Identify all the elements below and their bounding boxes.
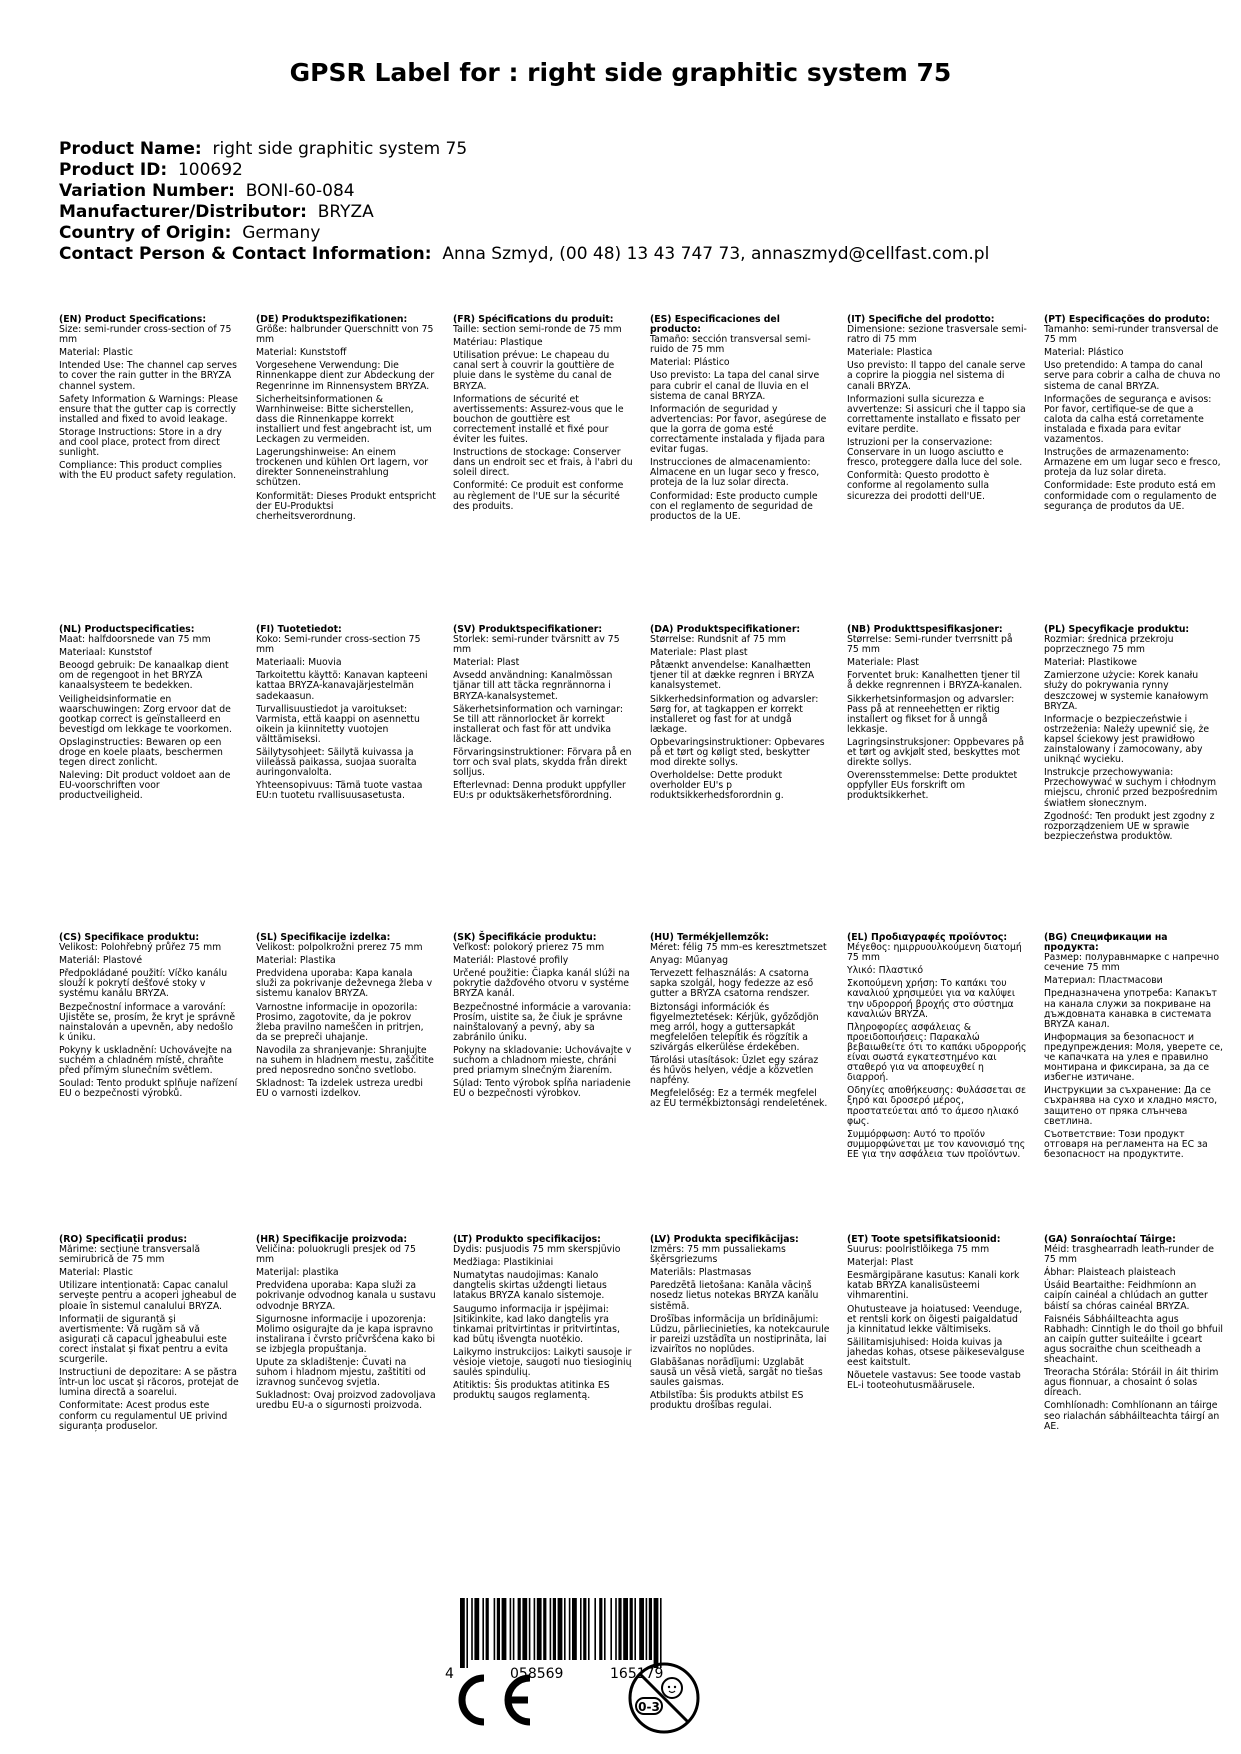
spec-paragraph: Navodila za shranjevanje: Shranjujte na suhem in hladnem mestu, zaščitite pred neposredno sončno svetlobo. xyxy=(256,1044,434,1077)
spec-cell xyxy=(59,1235,239,1435)
barcode-bar xyxy=(623,1598,628,1660)
spec-paragraph: Utilizare intenționată: Capac canalul servește pentru a acoperi jgheabul de ploaie în sistemul canalului BRYZA. xyxy=(59,1280,237,1312)
spec-paragraph: Atitiktis: Šis produktas atitinka ES produktų saugos reglamentą. xyxy=(453,1380,610,1402)
spec-cell xyxy=(1044,315,1224,515)
spec-heading: (LV) Produkta specifikācijas: xyxy=(650,1234,799,1245)
spec-cell xyxy=(59,315,239,484)
spec-paragraph: Ohutusteave ja hoiatused: Veenduge, et rentsli kork on õigesti paigaldatud ja kinnitatud lekke vältimiseks. xyxy=(847,1303,1023,1335)
spec-cell xyxy=(453,1235,633,1404)
barcode-bar xyxy=(513,1598,515,1660)
spec-cell xyxy=(256,315,436,525)
info-row xyxy=(59,202,1209,223)
spec-paragraph: Materiāls: Plastmasas xyxy=(650,1267,752,1279)
barcode-bar xyxy=(471,1598,473,1660)
spec-cell xyxy=(453,625,633,805)
spec-paragraph: Bezpečnostní informace a varování: Ujistěte se, prosím, že kryt je správně nainstalován a upevněn, aby nedošlo k úniku. xyxy=(59,1001,236,1043)
barcode-bar xyxy=(599,1598,602,1660)
spec-heading: (HR) Specifikacije proizvoda: xyxy=(256,1234,408,1245)
spec-cell xyxy=(453,315,633,515)
spec-paragraph: Megfelelőség: Ez a termék megfelel az EU termékbiztonsági rendeletének. xyxy=(650,1088,828,1110)
spec-paragraph: Uso previsto: Il tappo del canale serve a coprire la pioggia nel sistema di canali BRYZA. xyxy=(847,360,1026,392)
spec-heading: (NL) Productspecificaties: xyxy=(59,624,195,635)
spec-paragraph: Atbilstība: Šis produkts atbilst ES produktu drošības regulai. xyxy=(650,1390,804,1412)
spec-cell xyxy=(847,1235,1027,1394)
barcode-bar xyxy=(649,1598,652,1660)
barcode-bar xyxy=(583,1598,586,1660)
spec-paragraph: Predviđena uporaba: Kapa služi za pokrivanje odvodnog kanala u sustavu odvodnje BRYZA. xyxy=(256,1280,436,1312)
spec-heading: (FR) Spécifications du produit: xyxy=(453,314,614,325)
spec-paragraph: Naleving: Dit product voldoet aan de EU-voorschriften voor productveiligheid. xyxy=(59,770,231,802)
spec-cell xyxy=(650,933,830,1113)
spec-paragraph: Informații de siguranță și avertismente: Vă rugăm să vă asigurați că capacul jgheabului este corect instalat și fixat pentru a evita scurgerile. xyxy=(59,1313,229,1366)
info-row xyxy=(59,160,1209,181)
spec-paragraph: Vorgesehene Verwendung: Die Rinnenkappe dient zur Abdeckung der Regenrinne im Rinnensystem BRYZA. xyxy=(256,360,435,392)
spec-paragraph: Información de seguridad y advertencias: Por favor, asegúrese de que la gorra de goma esté correctamente instalada y fijada para evitar fugas. xyxy=(650,403,827,456)
barcode-bar xyxy=(510,1598,512,1660)
spec-paragraph: Informacje o bezpieczeństwie i ostrzeżenia: Należy upewnić się, że kapsel ściekowy jest prawidłowo zainstalowany i zamocowany, aby uniknąć wycieku. xyxy=(1044,713,1210,766)
info-label: Country of Origin: xyxy=(59,223,232,243)
spec-paragraph: Izmērs: 75 mm pussaliekams šķērsgriezums xyxy=(650,1244,786,1266)
spec-paragraph: Sukladnost: Ovaj proizvod zadovoljava uredbu EU-a o sigurnosti proizvoda. xyxy=(256,1390,436,1412)
spec-paragraph: Opbevaringsinstruktioner: Opbevares på et tørt og køligt sted, beskytter mod direkte sollys. xyxy=(650,736,825,769)
barcode-bar xyxy=(529,1598,531,1660)
spec-paragraph: Koko: Semi-runder cross-section 75 mm xyxy=(256,634,421,656)
spec-paragraph: Dydis: pusjuodis 75 mm skerspjūvio xyxy=(453,1244,621,1256)
spec-paragraph: Comhlíonadh: Comhlíonann an táirge seo rialachán sábháilteachta táirgí an AE. xyxy=(1044,1400,1220,1432)
barcode-bar xyxy=(502,1598,507,1660)
spec-paragraph: Biztonsági információk és figyelmeztetések: Kérjük, győződjön meg arról, hogy a guttersapkát megfelelően telepítik és rögzítik a szivárgás elkerülése érdekében. xyxy=(650,1001,819,1053)
spec-paragraph: Paredzētā lietošana: Kanāla vāciņš nosedz lietus notekas BRYZA kanālu sistēmā. xyxy=(650,1280,819,1312)
spec-paragraph: Συμμόρφωση: Αυτό το προϊόν συμμορφώνεται με τον κανονισμό της ΕΕ για την ασφάλεια των προϊόντων. xyxy=(847,1128,1026,1160)
spec-paragraph: Bezpečnostné informácie a varovania: Prosím, uistite sa, že čiuk je správne nainštalovaný a pevný, aby sa zabránilo úniku. xyxy=(453,1001,632,1043)
spec-heading: (LT) Produkto specifikacijos: xyxy=(453,1234,601,1245)
spec-paragraph: Съответствие: Този продукт отговаря на регламента на ЕС за безопасност на продуктите. xyxy=(1044,1128,1208,1160)
spec-heading: (FI) Tuotetiedot: xyxy=(256,624,342,635)
spec-paragraph: Méid: trasghearradh leath-runder de 75 mm xyxy=(1044,1244,1214,1266)
barcode-bar xyxy=(588,1598,590,1660)
spec-paragraph: Οδηγίες αποθήκευσης: Φυλάσσεται σε ξηρό και δροσερό μέρος, προστατεύεται από το άμεσο ηλιακό φως. xyxy=(847,1085,1027,1127)
spec-paragraph: Glabāšanas norādījumi: Uzglabāt sausā un vēsā vietā, sargāt no tiešas saules gaismas. xyxy=(650,1357,823,1389)
spec-paragraph: Conformidade: Este produto está em conformidade com o regulamento de segurança de produtos da UE. xyxy=(1044,480,1217,512)
spec-paragraph: Úsáid Beartaithe: Feidhmíonn an caipín cainéal a chlúdach an gutter báistí sa chóras cainéal BRYZA. xyxy=(1044,1280,1208,1312)
spec-paragraph: Størrelse: Semi-runder tverrsnitt på 75 mm xyxy=(847,634,1013,656)
barcode-bar xyxy=(537,1598,542,1660)
spec-heading: (PL) Specyfikacje produktu: xyxy=(1044,624,1190,635)
spec-paragraph: Treoracha Stórála: Stóráil in áit thirim agus fionnuar, a chosaint ó solas díreach. xyxy=(1044,1367,1219,1399)
info-value: Anna Szmyd, (00 48) 13 43 747 73, annaszmyd@cellfast.com.pl xyxy=(442,244,990,264)
spec-paragraph: Veiligheidsinformatie en waarschuwingen: Zorg ervoor dat de gootkap correct is geïnstalleerd en bevestigd om lekkage te voorkomen. xyxy=(59,693,232,735)
spec-paragraph: Material: Plast xyxy=(453,657,520,669)
spec-paragraph: Drošības informācija un brīdinājumi: Lūdzu, pārliecinieties, ka notekcaurule ir pareizi uzstādīta un nostiprināta, lai izvairītos no noplūdes. xyxy=(650,1313,830,1355)
spec-paragraph: Skladnost: Ta izdelek ustreza uredbi EU o varnosti izdelkov. xyxy=(256,1078,424,1100)
spec-cell xyxy=(650,1235,830,1415)
barcode-bar xyxy=(646,1598,648,1660)
spec-paragraph: Materiale: Plast plast xyxy=(650,647,748,659)
info-row xyxy=(59,223,1209,244)
spec-paragraph: Påtænkt anvendelse: Kanalhætten tjener til at dække regnren i BRYZA kanalsystemet. xyxy=(650,660,815,692)
spec-paragraph: Turvallisuustiedot ja varoitukset: Varmista, että kaappi on asennettu oikein ja kiinnitetty vuotojen välttämiseksi. xyxy=(256,703,420,745)
spec-paragraph: Conformidad: Este producto cumple con el reglamento de seguridad de productos de la UE. xyxy=(650,490,818,522)
spec-paragraph: Mărime: secțiune transversală semirubrică de 75 mm xyxy=(59,1244,201,1266)
spec-cell xyxy=(650,315,830,525)
spec-paragraph: Overensstemmelse: Dette produktet oppfyller EUs forskrift om produktsikkerhet. xyxy=(847,770,1018,802)
spec-paragraph: Efterlevnad: Denna produkt uppfyller EU:s pr oduktsäkerhetsförordning. xyxy=(453,780,626,802)
product-info xyxy=(59,139,1209,265)
spec-paragraph: Material: Plastic xyxy=(59,347,133,359)
spec-paragraph: Zamierzone użycie: Korek kanału służy do pokrywania rynny deszczowej w systemie kanałowym BRYZA. xyxy=(1044,670,1209,712)
info-label: Variation Number: xyxy=(59,181,235,201)
spec-paragraph: Materiaal: Kunststof xyxy=(59,647,152,659)
spec-paragraph: Saugumo informacija ir įspėjimai: Įsitikinkite, kad lako dangtelis yra tinkamai pritvirtintas ir pritvirtintas, kad būtų išvengta nuotėkio. xyxy=(453,1303,620,1345)
spec-paragraph: Инструкции за съхранение: Да се съхранява на сухо и хладно място, защитено от пряка слънчева светлина. xyxy=(1044,1085,1218,1127)
barcode-bar xyxy=(482,1598,484,1660)
info-row xyxy=(59,139,1209,160)
spec-paragraph: Materiál: Plastové xyxy=(59,955,143,967)
info-label: Manufacturer/Distributor: xyxy=(59,202,307,222)
spec-paragraph: Предназначена употреба: Капакът на канала служи за покриване на дъждовната канавка в системата BRYZA канал. xyxy=(1044,988,1217,1030)
spec-paragraph: Předpokládané použití: Víčko kanálu slouží k pokrytí dešťové stoky v systému kanálu BRYZA. xyxy=(59,968,228,1000)
spec-heading: (EL) Προδιαγραφές προϊόντος: xyxy=(847,932,1008,943)
spec-paragraph: Avsedd användning: Kanalmössan tjänar till att täcka regnrännorna i BRYZA-kanalsystemet. xyxy=(453,670,613,702)
spec-paragraph: Förvaringsinstruktioner: Förvara på en torr och sval plats, skydda från direkt solljus. xyxy=(453,747,632,779)
spec-paragraph: Lagerungshinweise: An einem trockenen und kühlen Ort lagern, vor direkter Sonneneinstrahlung schützen. xyxy=(256,447,429,489)
spec-heading: (DE) Produktspezifikationen: xyxy=(256,314,408,325)
spec-paragraph: Информация за безопасност и предупреждения: Моля, уверете се, че капачката на улея е правилно монтирана и фиксирана, за да се избегне изтичане. xyxy=(1044,1031,1224,1084)
spec-paragraph: Medžiaga: Plastikiniai xyxy=(453,1257,554,1269)
spec-paragraph: Material: Plastic xyxy=(59,1267,133,1279)
spec-paragraph: Pokyny k uskladnění: Uchovávejte na suchém a chladném místě, chraňte před přímým slunečním světlem. xyxy=(59,1044,233,1077)
spec-paragraph: Tervezett felhasználás: A csatorna sapka szolgál, hogy fedezze az eső gutter a BRYZA csatorna rendszer. xyxy=(650,968,814,1000)
spec-paragraph: Material: Plastika xyxy=(256,955,336,967)
barcode-bar xyxy=(466,1598,468,1668)
spec-paragraph: Numatytas naudojimas: Kanalo dangtelis skirtas uždengti lietaus latakus BRYZA kanalo sistemoje. xyxy=(453,1270,607,1302)
spec-paragraph: Instructions de stockage: Conserver dans un endroit sec et frais, à l'abri du soleil direct. xyxy=(453,447,633,479)
spec-paragraph: Opslaginstructies: Bewaren op een droge en koele plaats, beschermen tegen direct zonlicht. xyxy=(59,736,223,769)
spec-paragraph: Upute za skladištenje: Čuvati na suhom i hladnom mjestu, zaštititi od izravnog sunčevog svjetla. xyxy=(256,1357,426,1389)
spec-paragraph: Conformité: Ce produit est conforme au règlement de l'UE sur la sécurité des produits. xyxy=(453,480,624,512)
spec-paragraph: Instrukcje przechowywania: Przechowywać w suchym i chłodnym miejscu, chronić przed bezpośrednim światłem słonecznym. xyxy=(1044,767,1218,809)
spec-cell xyxy=(1044,933,1224,1163)
spec-cell xyxy=(650,625,830,805)
spec-paragraph: Velikost: Polohřebný průřez 75 mm xyxy=(59,942,222,954)
spec-paragraph: Размер: полуравнмарке с напречно сечение 75 mm xyxy=(1044,952,1220,974)
spec-paragraph: Tarkoitettu käyttö: Kanavan kapteeni kattaa BRYZA-kanavajärjestelmän sadekaasun. xyxy=(256,670,428,702)
barcode-bar xyxy=(604,1598,606,1660)
spec-paragraph: Safety Information & Warnings: Please ensure that the gutter cap is correctly installed and fixed to avoid leakage. xyxy=(59,393,238,425)
barcode-bar xyxy=(518,1598,521,1660)
spec-paragraph: Nõuetele vastavus: See toode vastab EL-i tooteohutusmäärusele. xyxy=(847,1370,1021,1392)
barcode-bars xyxy=(460,1598,662,1668)
spec-paragraph: Predvidena uporaba: Kapa kanala služi za pokrivanje deževnega žleba v sistemu kanalov BRYZA. xyxy=(256,968,433,1000)
barcode-bar xyxy=(522,1598,527,1660)
spec-paragraph: Veľkosť: polokorý prierez 75 mm xyxy=(453,942,605,954)
spec-paragraph: Velikost: polpolkrožni prerez 75 mm xyxy=(256,942,423,954)
barcode-bar xyxy=(497,1598,500,1660)
spec-heading: (BG) Спецификации на продукта: xyxy=(1044,932,1168,954)
spec-paragraph: Suurus: poolristlõikega 75 mm xyxy=(847,1244,990,1256)
ce-mark-icon xyxy=(454,1670,536,1730)
info-value: 100692 xyxy=(177,160,243,180)
spec-heading: (SL) Specifikacije izdelka: xyxy=(256,932,391,943)
spec-cell xyxy=(847,933,1027,1163)
spec-paragraph: Faisnéis Sábháilteachta agus Rabhadh: Cinntigh le do thoil go bhfuil an caipín gutter suiteáilte i gceart agus socraithe chun sceitheadh a sheachaint. xyxy=(1044,1313,1223,1366)
spec-cell xyxy=(59,625,239,805)
barcode-bar xyxy=(474,1598,479,1660)
spec-paragraph: Matériau: Plastique xyxy=(453,337,543,349)
spec-paragraph: Conformità: Questo prodotto è conforme al regolamento sulla sicurezza dei prodotti dell'UE. xyxy=(847,470,990,502)
info-row xyxy=(59,244,1209,265)
spec-paragraph: Material: Plástico xyxy=(1044,347,1124,359)
spec-heading: (PT) Especificações do produto: xyxy=(1044,314,1210,325)
spec-paragraph: Yhteensopivuus: Tämä tuote vastaa EU:n tuotetu rvallisuusasetusta. xyxy=(256,780,423,802)
spec-paragraph: Informazioni sulla sicurezza e avvertenze: Si assicuri che il tappo sia correttamente installato e fissato per evitare perdite. xyxy=(847,393,1026,435)
spec-heading: (GA) Sonraíochtaí Táirge: xyxy=(1044,1234,1176,1245)
info-value: BONI-60-084 xyxy=(245,181,355,201)
spec-paragraph: Instrucțiuni de depozitare: A se păstra într-un loc uscat și răcoros, protejat de lumina directă a soarelui. xyxy=(59,1367,239,1399)
spec-paragraph: Anyag: Műanyag xyxy=(650,955,729,967)
spec-paragraph: Veličina: poluokrugli presjek od 75 mm xyxy=(256,1244,416,1266)
spec-paragraph: Materiál: Plastové profily xyxy=(453,955,569,967)
barcode-bar xyxy=(572,1598,577,1660)
page-title: GPSR Label for : right side graphitic system 75 xyxy=(289,58,952,87)
spec-heading: (IT) Specifiche del prodotto: xyxy=(847,314,995,325)
spec-cell xyxy=(1044,625,1224,845)
info-label: Product Name: xyxy=(59,139,202,159)
spec-cell xyxy=(847,315,1027,505)
spec-paragraph: Size: semi-runder cross-section of 75 mm xyxy=(59,324,232,346)
spec-cell xyxy=(256,933,436,1102)
barcode-bar xyxy=(630,1598,633,1660)
spec-paragraph: Zgodność: Ten produkt jest zgodny z rozporządzeniem UE w sprawie bezpieczeństwa produktów. xyxy=(1044,810,1215,842)
spec-paragraph: Storlek: semi-runder tvärsnitt av 75 mm xyxy=(453,634,620,656)
spec-paragraph: Sigurnosne informacije i upozorenja: Molimo osigurajte da je kapa ispravno instalirana i čvrsto pričvršćena kako bi se izbjegla propuštanja. xyxy=(256,1313,436,1355)
spec-paragraph: Instruções de armazenamento: Armazene em um lugar seco e fresco, proteja da luz solar direta. xyxy=(1044,447,1221,479)
spec-paragraph: Informations de sécurité et avertissements: Assurez-vous que le bouchon de gouttière est correctement installé et fixé pour éviter les fuites. xyxy=(453,393,624,446)
barcode-bar xyxy=(460,1598,465,1668)
spec-paragraph: Dimensione: sezione trasversale semi-ratro di 75 mm xyxy=(847,324,1027,346)
spec-paragraph: Súlad: Tento výrobok spĺňa nariadenie EÚ o bezpečnosti výrobkov. xyxy=(453,1078,631,1100)
spec-cell xyxy=(256,1235,436,1415)
spec-paragraph: Soulad: Tento produkt splňuje nařízení EU o bezpečnosti výrobků. xyxy=(59,1078,238,1100)
spec-paragraph: Beoogd gebruik: De kanaalkap dient om de regengoot in het BRYZA kanaalsysteem te bedekken. xyxy=(59,660,229,692)
spec-heading: (EN) Product Specifications: xyxy=(59,314,207,325)
spec-paragraph: Materijal: plastika xyxy=(256,1267,339,1279)
spec-heading: (SV) Produktspecifikationer: xyxy=(453,624,603,635)
spec-paragraph: Säilytysohjeet: Säilytä kuivassa ja viileässä paikassa, suojaa suoralta auringonvalolta. xyxy=(256,747,417,779)
spec-paragraph: Материал: Пластмасови xyxy=(1044,975,1163,987)
spec-paragraph: Größe: halbrunder Querschnitt von 75 mm xyxy=(256,324,434,346)
spec-paragraph: Materiaali: Muovia xyxy=(256,657,342,669)
barcode-bar xyxy=(615,1598,617,1660)
spec-paragraph: Méret: félig 75 mm-es keresztmetszet xyxy=(650,942,827,954)
spec-heading: (ES) Especificaciones del producto: xyxy=(650,314,780,336)
info-row xyxy=(59,181,1209,202)
spec-paragraph: Pokyny na skladovanie: Uchovávajte v suchom a chladnom mieste, chráni pred priamym slnečným žiarením. xyxy=(453,1044,632,1077)
spec-paragraph: Sicherheitsinformationen & Warnhinweise: Bitte sicherstellen, dass die Rinnenkappe korrekt installiert und fest angebracht ist, um Leckagen zu vermeiden. xyxy=(256,393,432,446)
spec-paragraph: Størrelse: Rundsnit af 75 mm xyxy=(650,634,786,646)
age-warning-0-3-icon xyxy=(626,1660,702,1736)
barcode-group-1: 058569 xyxy=(510,1666,564,1682)
barcode-bar xyxy=(494,1598,496,1660)
spec-paragraph: Taille: section semi-ronde de 75 mm xyxy=(453,324,622,336)
barcode-group-2: 165179 xyxy=(610,1666,664,1682)
spec-paragraph: Storage Instructions: Store in a dry and cool place, protect from direct sunlight. xyxy=(59,426,222,459)
info-value: Germany xyxy=(242,223,321,243)
spec-paragraph: Sikkerhetsinformasjon og advarsler: Pass på at renneehetten er riktig installert og fikset for å unngå lekkasje. xyxy=(847,693,1015,735)
spec-heading: (NB) Produkttspesifikasjoner: xyxy=(847,624,1003,635)
spec-paragraph: Informações de segurança e avisos: Por favor, certifique-se de que a calota da calha está corretamente instalada e fixada para evitar vazamentos. xyxy=(1044,393,1212,446)
svg-text:0-3: 0-3 xyxy=(638,1700,660,1714)
barcode-bar xyxy=(534,1598,536,1660)
spec-heading: (DA) Produktspecifikationer: xyxy=(650,624,801,635)
spec-paragraph: Uso pretendido: A tampa do canal serve para cobrir a calha de chuva no sistema de canal BRYZA. xyxy=(1044,360,1221,392)
barcode-bar xyxy=(634,1598,636,1660)
info-label: Contact Person & Contact Information: xyxy=(59,244,432,264)
barcode-bar xyxy=(594,1598,596,1660)
spec-paragraph: Materiale: Plast xyxy=(847,657,919,669)
spec-paragraph: Maat: halfdoorsnede van 75 mm xyxy=(59,634,211,646)
barcode-bar xyxy=(543,1598,546,1660)
spec-paragraph: Ábhar: Plaisteach plaisteach xyxy=(1044,1267,1176,1279)
spec-heading: (CS) Specifikace produktu: xyxy=(59,932,200,943)
spec-paragraph: Tamaño: sección transversal semi-ruido de 75 mm xyxy=(650,334,811,356)
spec-paragraph: Material: Kunststoff xyxy=(256,347,347,359)
barcode-bar xyxy=(569,1598,571,1660)
spec-cell xyxy=(453,933,633,1102)
spec-heading: (SK) Špecifikácie produktu: xyxy=(453,932,597,943)
spec-heading: (HU) Termékjellemzők: xyxy=(650,932,769,943)
spec-paragraph: Istruzioni per la conservazione: Conservare in un luogo asciutto e fresco, proteggere dalla luce del sole. xyxy=(847,437,1023,469)
barcode-bar xyxy=(558,1598,563,1660)
spec-paragraph: Varnostne informacije in opozorila: Prosimo, zagotovite, da je pokrov žleba pravilno nameščen in pritrjen, da se prepreči uhajanje. xyxy=(256,1001,424,1043)
spec-paragraph: Laikymo instrukcijos: Laikyti sausoje ir vėsioje vietoje, saugoti nuo tiesioginių saulės spindulių. xyxy=(453,1346,632,1379)
spec-paragraph: Instrucciones de almacenamiento: Almacene en un lugar seco y fresco, proteja de la luz solar directa. xyxy=(650,457,820,489)
spec-cell xyxy=(1044,1235,1224,1435)
info-label: Product ID: xyxy=(59,160,168,180)
spec-paragraph: Lagringsinstruksjoner: Oppbevares på et tørt og avkjølt sted, beskyttes mot direkte sollys. xyxy=(847,736,1025,769)
spec-paragraph: Material: Plástico xyxy=(650,357,730,369)
barcode-bar xyxy=(618,1598,621,1660)
spec-paragraph: Sikkerhedsinformation og advarsler: Sørg for, at tagkappen er korrekt installeret og fast for at undgå lækage. xyxy=(650,693,819,735)
spec-paragraph: Compliance: This product complies with the EU product safety regulation. xyxy=(59,460,237,482)
spec-paragraph: Materiał: Plastikowe xyxy=(1044,657,1137,669)
spec-paragraph: Tamanho: semi-runder transversal de 75 mm xyxy=(1044,324,1219,346)
spec-paragraph: Säilitamisjuhised: Hoida kuivas ja jahedas kohas, otsese päikesevalguse eest kaitstult. xyxy=(847,1336,1025,1369)
barcode-bar xyxy=(660,1598,662,1668)
spec-paragraph: Πληροφορίες ασφάλειας & προειδοποιήσεις: Παρακαλώ βεβαιωθείτε ότι το καπάκι υδρορροής είναι σωστά εγκατεστημένο και σταθερό για να αποφευχθεί η διαρροή. xyxy=(847,1021,1027,1084)
spec-paragraph: Tárolási utasítások: Üzlet egy száraz és hűvös helyen, védje a közvetlen napfény. xyxy=(650,1055,819,1087)
spec-paragraph: Μέγεθος: ημιρρυουλκούμενη διατομή 75 mm xyxy=(847,942,1022,964)
spec-paragraph: Overholdelse: Dette produkt overholder EU's p roduktsikkerhedsforordnin g. xyxy=(650,770,784,802)
spec-cell xyxy=(847,625,1027,805)
barcode-bar xyxy=(610,1598,612,1660)
spec-paragraph: Materjal: Plast xyxy=(847,1257,914,1269)
spec-cell xyxy=(59,933,239,1102)
barcode-bar xyxy=(580,1598,582,1660)
barcode-bar xyxy=(553,1598,556,1660)
barcode-bar xyxy=(564,1598,566,1660)
spec-paragraph: Intended Use: The channel cap serves to cover the rain gutter in the BRYZA channel system. xyxy=(59,360,237,392)
spec-paragraph: Σκοπούμενη χρήση: Το καπάκι του καναλιού χρησιμεύει για να καλύψει την υδρορροή βροχής στο σύστημα καναλιών BRYZA. xyxy=(847,978,1016,1020)
barcode-bar xyxy=(550,1598,552,1660)
spec-cell xyxy=(256,625,436,805)
spec-paragraph: Utilisation prévue: Le chapeau du canal sert à couvrir la gouttière de pluie dans le système du canal de BRYZA. xyxy=(453,350,615,392)
spec-paragraph: Conformitate: Acest produs este conform cu regulamentul UE privind siguranța produselor. xyxy=(59,1400,228,1432)
spec-paragraph: Uso previsto: La tapa del canal sirve para cubrir el canal de lluvia en el sistema de canal BRYZA. xyxy=(650,370,820,402)
spec-paragraph: Eesmärgipärane kasutus: Kanali kork katab BRYZA kanalisüsteemi vihmarentini. xyxy=(847,1270,1020,1302)
barcode-bar xyxy=(654,1598,659,1668)
info-value: BRYZA xyxy=(317,202,374,222)
barcode-bar xyxy=(639,1598,644,1660)
barcode-bar xyxy=(486,1598,489,1660)
spec-heading: (ET) Toote spetsifikatsioonid: xyxy=(847,1234,1001,1245)
spec-paragraph: Rozmiar: średnica przekroju poprzecznego 75 mm xyxy=(1044,634,1174,656)
spec-paragraph: Säkerhetsinformation och varningar: Se till att rännorlocket är korrekt installerat och fast för att undvika läckage. xyxy=(453,703,624,745)
spec-paragraph: Materiale: Plastica xyxy=(847,347,933,359)
info-value: right side graphitic system 75 xyxy=(212,139,468,159)
spec-paragraph: Υλικό: Πλαστικό xyxy=(847,965,924,977)
spec-paragraph: Konformität: Dieses Produkt entspricht der EU-Produktsi cherheitsverordnung. xyxy=(256,490,436,522)
spec-paragraph: Forventet bruk: Kanalhetten tjener til å dekke regnrennen i BRYZA-kanalen. xyxy=(847,670,1023,692)
spec-heading: (RO) Specificații produs: xyxy=(59,1234,188,1245)
barcode-digit-1: 4 xyxy=(445,1666,454,1682)
spec-paragraph: Určené použitie: Čiapka kanál slúži na pokrytie dažďového otvoru v systéme BRYZA kanál. xyxy=(453,968,630,1000)
